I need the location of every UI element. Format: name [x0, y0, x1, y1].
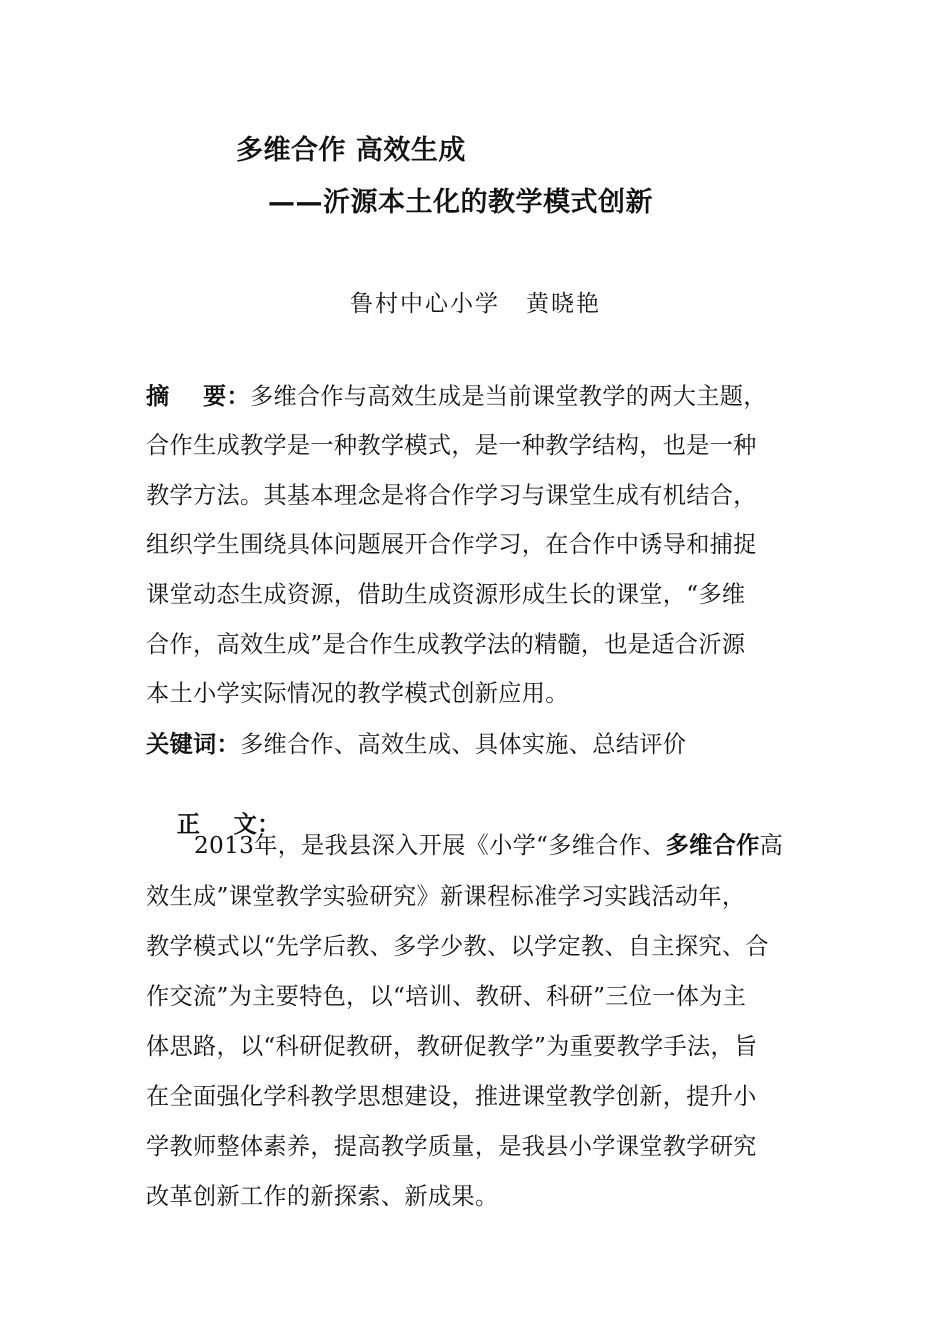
body-first-line-bold: 多维合作	[665, 832, 760, 859]
body-line-4: 作交流”为主要特色，以“培训、教研、科研”三位一体为主	[146, 983, 747, 1010]
body-line-2: 效生成”课堂教学实验研究》新课程标准学习实践活动年，	[146, 883, 746, 910]
keywords-text: 多维合作、高效生成、具体实施、总结评价	[239, 731, 687, 758]
abstract-line-3: 教学方法。其基本理念是将合作学习与课堂生成有机结合，	[146, 482, 757, 509]
body-line-3: 教学模式以“先学后教、多学少教、以学定教、自主探究、合	[146, 933, 769, 960]
author-name: 黄晓艳	[526, 291, 601, 317]
keywords-label: 关键词：	[146, 731, 240, 758]
abstract-line-1	[146, 382, 767, 412]
body-line-8: 改革创新工作的新探索、新成果。	[146, 1183, 499, 1210]
keywords-line	[146, 730, 686, 760]
abstract-line-2: 合作生成教学是一种教学模式，是一种教学结构，也是一种	[146, 432, 757, 459]
abstract-line-7: 本土小学实际情况的教学模式创新应用。	[146, 680, 569, 707]
body-line-5: 体思路，以“科研促教研，教研促教学”为重要教学手法，旨	[146, 1033, 758, 1060]
page-subtitle: ——沂源本土化的教学模式创新	[268, 187, 653, 218]
abstract-label: 摘 要：	[146, 383, 250, 410]
page-title: 多维合作 高效生成	[236, 135, 466, 166]
body-first-line-post: 高	[759, 832, 784, 859]
author-school: 鲁村中心小学	[350, 291, 500, 317]
author-line	[350, 285, 601, 318]
abstract-line-4: 组织学生围绕具体问题展开合作学习，在合作中诱导和捕捉	[146, 531, 757, 558]
abstract-line-5: 课堂动态生成资源，借助生成资源形成生长的课堂，“多维	[146, 581, 746, 608]
body-label-text: 正 文：	[176, 811, 281, 838]
abstract-line-6: 合作，高效生成”是合作生成教学法的精髓，也是适合沂源	[146, 631, 746, 658]
body-line-1	[194, 831, 783, 861]
body-line-6: 在全面强化学科教学思想建设，推进课堂教学创新，提升小	[146, 1083, 757, 1110]
body-line-7: 学教师整体素养，提高教学质量，是我县小学课堂教学研究	[146, 1133, 757, 1160]
abstract-text: 多维合作与高效生成是当前课堂教学的两大主题，	[249, 383, 767, 410]
body-first-line-pre: 2013年，是我县深入开展《小学“多维合作、	[194, 832, 666, 859]
